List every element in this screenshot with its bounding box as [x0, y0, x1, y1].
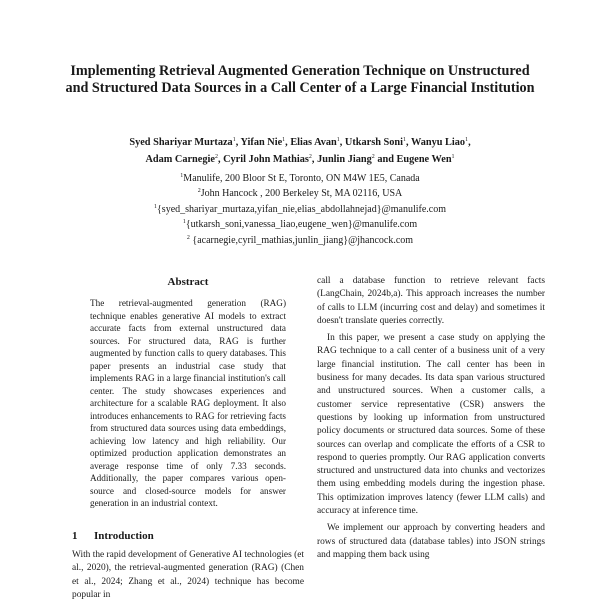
email-line: $^1${utkarsh_soni,vanessa_liao,eugene_wen}@manulife.com [182, 219, 418, 231]
section-number: 1 [72, 530, 78, 542]
abstract-text: The retrieval-augmented generation (RAG) technique enables generative AI models to extract accurate facts from external unstructured data sources. For structured data, RAG is further augmented by function calls to query databases. This paper presents an industrial case study that implements RAG in a large financial institution's call center. The study showcases experiences and architecture for a scalable RAG deployment. It also introduces enhancements to RAG for retrieving facts from structured data sources using data embeddings, achieving low latency and high reliability. Our optimized production application demonstrates an average response time of only 7.33 seconds. Additionally, the paper compares various open-source and closed-source models for answer generation in an industrial context. [90, 298, 286, 508]
author-list [60, 133, 540, 167]
paragraph: We implement our approach by converting headers and rows of structured data (database tables) into JSON strings and mapping them back using [317, 523, 545, 560]
section-title: Introduction [94, 530, 154, 542]
author: Eugene Wen$^1$ [396, 154, 455, 165]
affiliations [60, 170, 540, 247]
introduction-text: With the rapid development of Generative AI technologies (et al., 2020), the retrieval-augmented generation (RAG) (Chen et al., 2024; Zhang et al., 2024) technique has become popular in [72, 550, 304, 600]
right-column-text [317, 275, 545, 562]
paragraph: In this paper, we present a case study on applying the RAG technique to a call center of a business unit of a very large financial institution. The call center has been in business for many decades. Its data span various structured and unstructured sources. When a customer calls, a customer service representative (CSR) answers the questions by looking up information from unstructured policy documents or structured data sources. Some of these sources can overlap and complicate the efforts of a CSR to respond to queries promptly. Our RAG application converts structured and unstructured data into chunks and vectorizes them using embedding models during the ingestion phase. This optimization improves latency (fewer LLM calls) and accuracy at inference time. [317, 333, 545, 517]
author: Yifan Nie$^1$, [240, 137, 291, 148]
author: Junlin Jiang$^2$ and [317, 154, 397, 165]
author: Cyril John Mathias$^2$, [223, 154, 318, 165]
email-line: $^1${syed_shariyar_murtaza,yifan_nie,elias_abdollahnejad}@manulife.com [154, 203, 446, 215]
author: Wanyu Liao$^1$, [410, 137, 471, 148]
author: Adam Carnegie$^2$, [145, 154, 224, 165]
affiliation: $^1$Manulife, 200 Bloor St E, Toronto, ON M4W 1E5, Canada [180, 173, 420, 184]
author: Syed Shariyar Murtaza$^1$, [129, 137, 241, 148]
author: Elias Avan$^1$, [290, 137, 345, 148]
author: Utkarsh Soni$^1$, [344, 137, 411, 148]
paragraph: call a database function to retrieve relevant facts (LangChain, 2024b,a). This approach increases the number of calls to LLM (incurring cost and delay) and sometimes it doesn't translate queries correctly. [317, 276, 545, 326]
affiliation: $^2$John Hancock , 200 Berkeley St, MA 02116, USA [197, 188, 403, 200]
section-heading-introduction [72, 530, 154, 542]
paper-title: Implementing Retrieval Augmented Generation Technique on Unstructured and Structured Data Sources in a Call Center of a Large Financial Institution [65, 63, 535, 96]
email-line: $^2$ {acarnegie,cyril_mathias,junlin_jiang}@jhancock.com [186, 234, 414, 246]
abstract-heading: Abstract [167, 276, 209, 288]
